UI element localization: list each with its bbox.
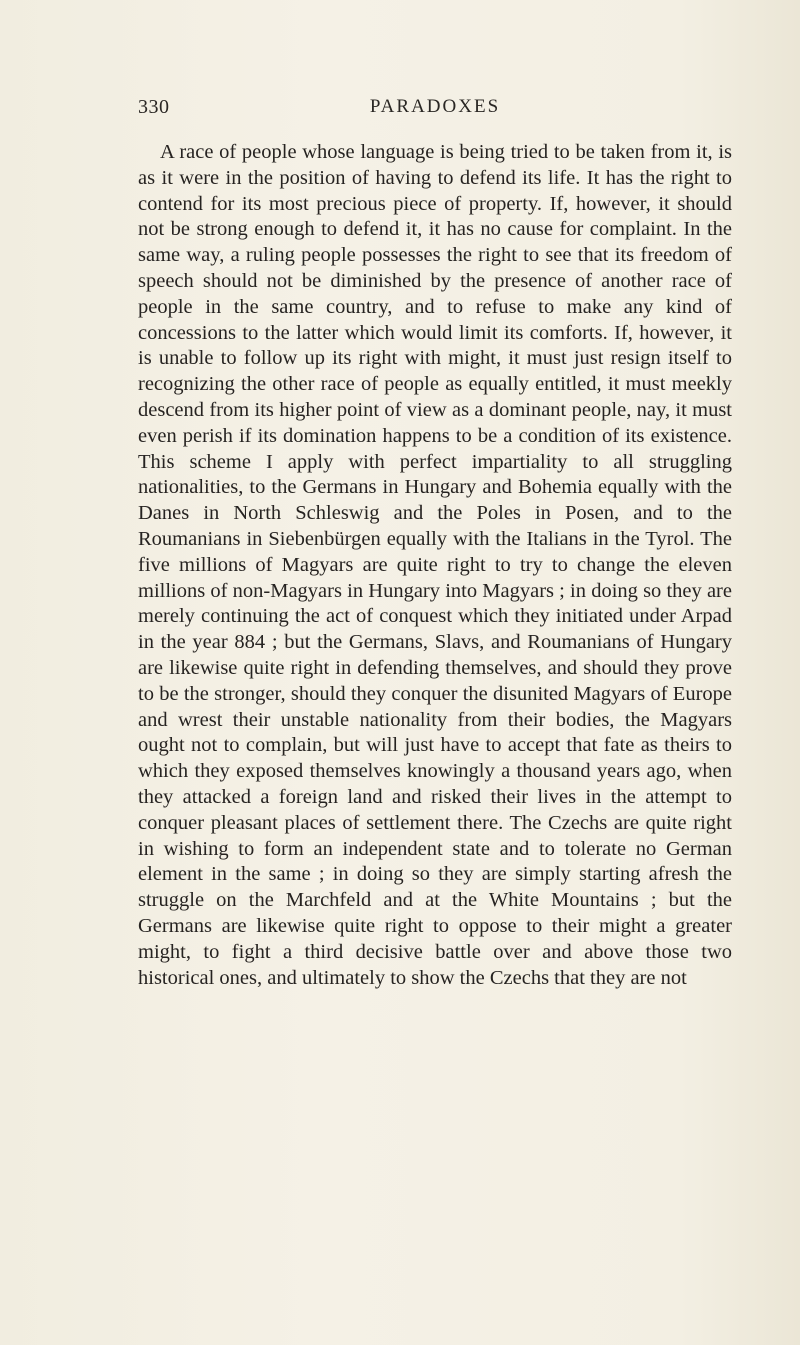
body-paragraph: A race of people whose language is being tried to be taken from it, is as it were in the position of having to defend its life. It has the right to contend for its most precious piece of property. If, however, it should not be strong enough to defend it, it has no cause for complaint. In the same way, a ruling people possesses the right to see that its freedom of speech should not be diminished by the presence of another race of people in the same country, and to refuse to make any kind of concessions to the latter which would limit its comforts. If, however, it is unable to follow up its right with might, it must just resign itself to recognizing the other race of people as equally entitled, it must meekly descend from its higher point of view as a dominant people, nay, it must even perish if its domination happens to be a condition of its existence. This scheme I apply with perfect impartiality to all struggling nationalities, to the Germans in Hungary and Bohemia equally with the Danes in North Schleswig and the Poles in Posen, and to the Roumanians in Siebenbürgen equally with the Italians in the Tyrol. The five millions of Magyars are quite right to try to change the eleven millions of non-Magyars in Hungary into Magyars ; in doing so they are merely continuing the act of conquest which they initiated under Arpad in the year 884 ; but the Germans, Slavs, and Roumanians of Hungary are likewise quite right in defending themselves, and should they prove to be the stronger, should they conquer the disunited Magyars of Europe and wrest their unstable nationality from their bodies, the Magyars ought not to complain, but will just have to accept that fate as theirs to which they exposed themselves knowingly a thousand years ago, when they attacked a foreign land and risked their lives in the attempt to conquer pleasant places of settlement there. The Czechs are quite right in wishing to form an independent state and to tolerate no German element in the same ; in doing so they are simply starting afresh the struggle on the Marchfeld and at the White Mountains ; but the Germans are likewise quite right to oppose to their might a greater might, to fight a third decisive battle over and above those two historical ones, and ultimately to show the Czechs that they are not	[138, 141, 732, 989]
chapter-title: PARADOXES	[369, 96, 501, 117]
page-number: 330	[138, 96, 170, 118]
running-head	[138, 96, 732, 126]
